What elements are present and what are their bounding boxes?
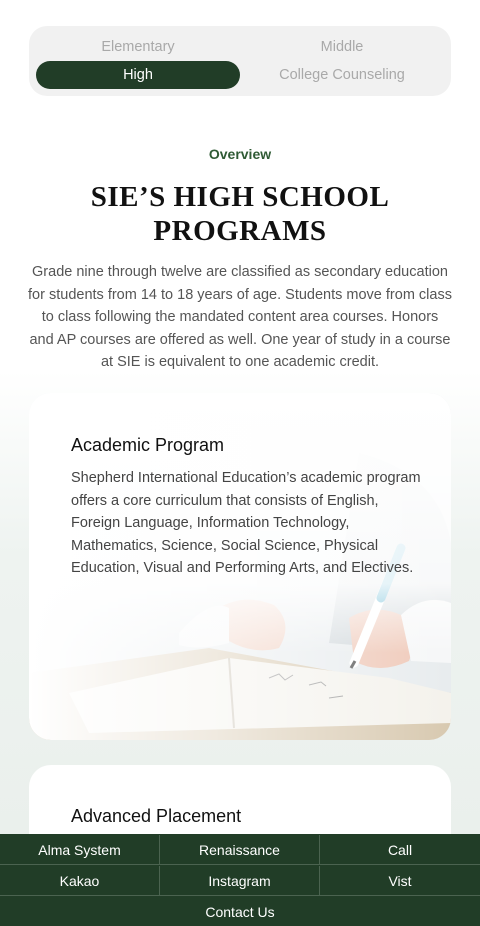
renaissance-link[interactable]: Renaissance bbox=[160, 835, 320, 865]
tab-elementary[interactable]: Elementary bbox=[101, 39, 175, 55]
academic-program-text: Shepherd International Education’s academic program offers a core curriculum that consists of English, Foreign Language, Information Technology, Mathematics, Science, Social Science, Physical Education, Visual and Performing Arts, and Electives. bbox=[71, 470, 421, 576]
academic-program-title: Academic Program bbox=[71, 435, 225, 455]
tab-high[interactable]: High bbox=[36, 61, 240, 89]
tab-middle[interactable]: Middle bbox=[320, 39, 364, 55]
visit-link[interactable]: Vist bbox=[320, 866, 480, 896]
call-link[interactable]: Call bbox=[320, 835, 480, 865]
page-title: SIE’S HIGH SCHOOL PROGRAMS bbox=[90, 181, 390, 247]
bottom-quick-links bbox=[0, 834, 480, 926]
grade-tabs bbox=[29, 26, 451, 96]
tab-college-counseling[interactable]: College Counseling bbox=[279, 67, 405, 83]
intro-text: Grade nine through twelve are classified as secondary education for students from 14 to 18 years of age. Students move from class to class following the mandated content area courses. Honors and AP courses are offered as well. One year of study in a course at SIE is equivalent to one academic credit. bbox=[28, 264, 452, 370]
section-eyebrow: Overview bbox=[208, 146, 272, 162]
advanced-placement-title: Advanced Placement bbox=[71, 806, 242, 826]
alma-system-link[interactable]: Alma System bbox=[0, 835, 160, 865]
instagram-link[interactable]: Instagram bbox=[160, 866, 320, 896]
academic-program-card bbox=[29, 393, 451, 740]
kakao-link[interactable]: Kakao bbox=[0, 866, 160, 896]
contact-us-button[interactable]: Contact Us bbox=[205, 903, 275, 920]
